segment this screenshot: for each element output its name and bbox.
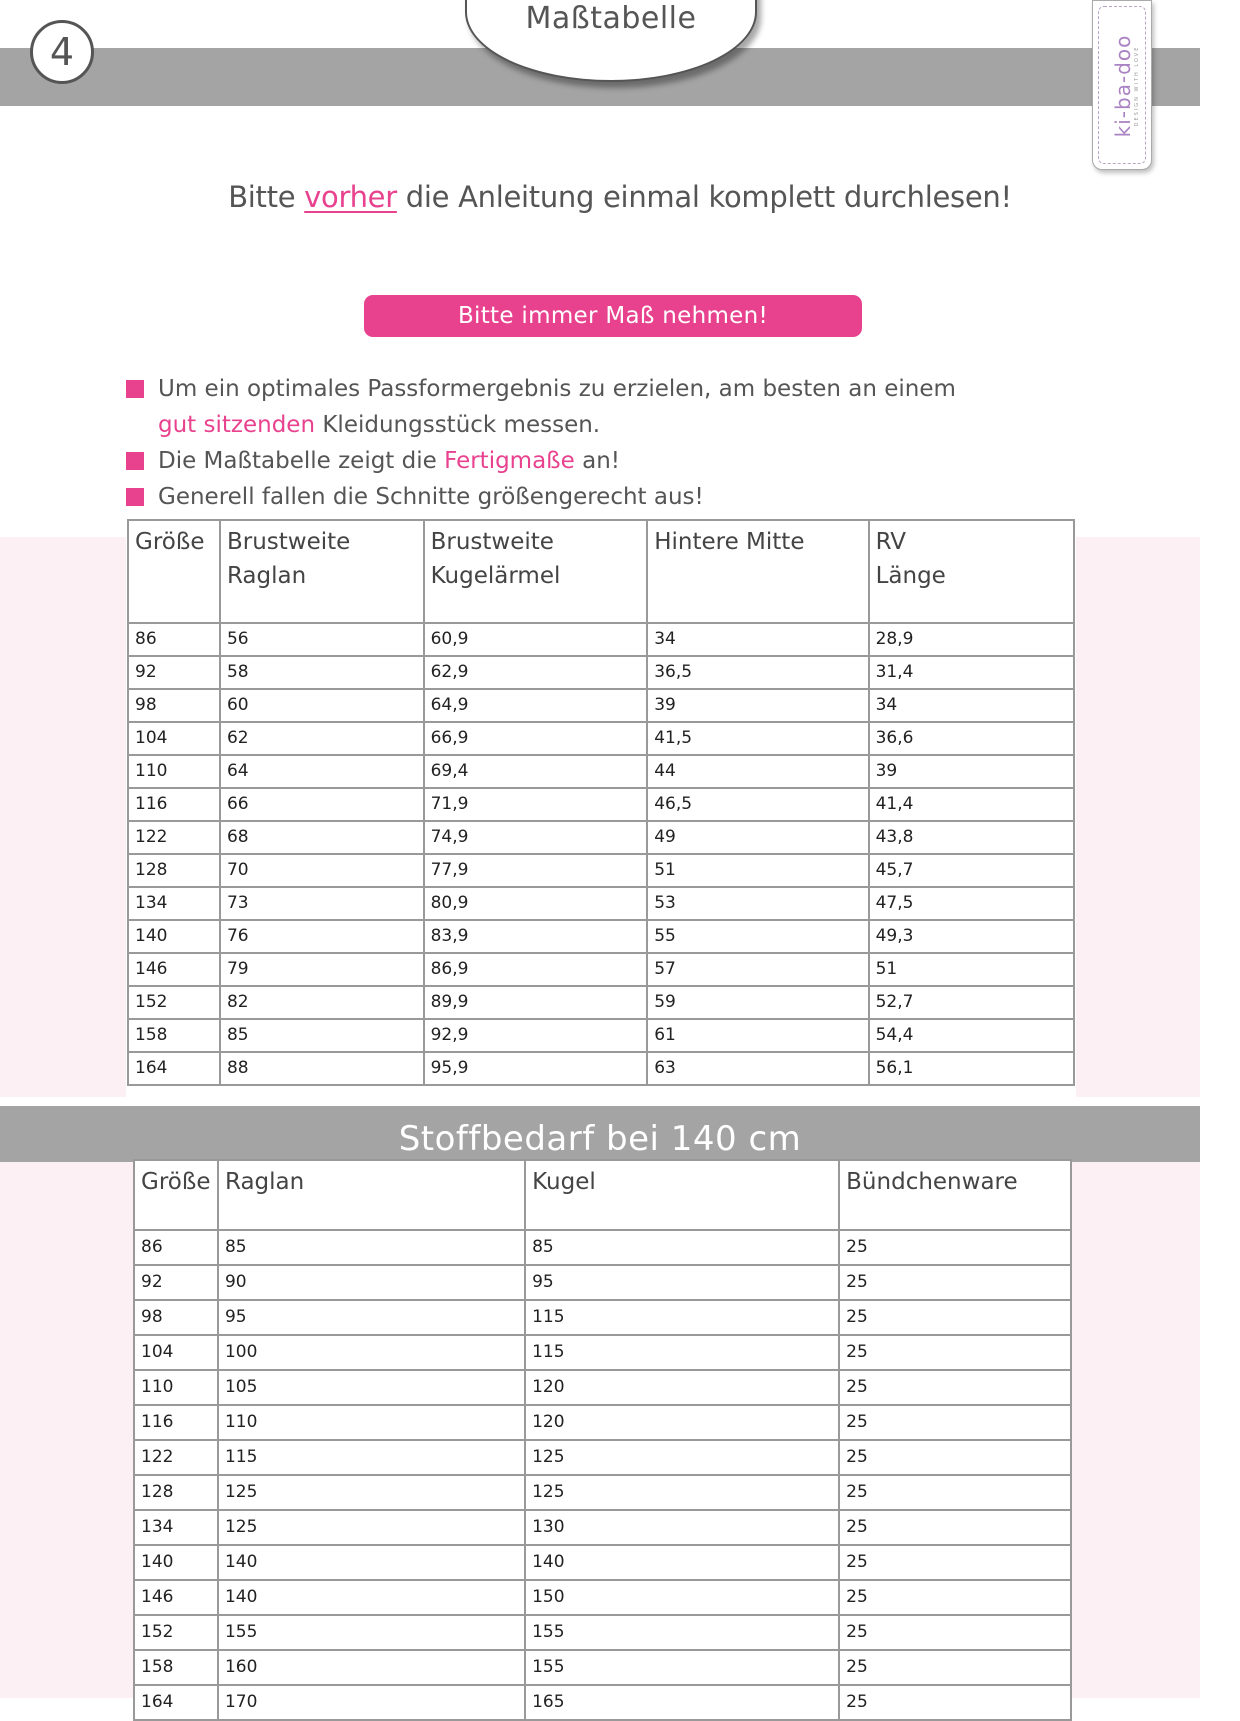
table-cell: 140 xyxy=(128,920,220,953)
table-cell: 71,9 xyxy=(424,788,648,821)
table-cell: 104 xyxy=(128,722,220,755)
bullet-text: Kleidungsstück messen. xyxy=(315,412,601,438)
table-cell: 85 xyxy=(220,1019,424,1052)
table-cell: 158 xyxy=(134,1650,218,1685)
table-cell: 34 xyxy=(647,623,868,656)
table-cell: 82 xyxy=(220,986,424,1019)
table-cell: 41,4 xyxy=(869,788,1074,821)
header-cell: RV Länge xyxy=(869,520,1074,623)
table-cell: 155 xyxy=(218,1615,525,1650)
table-cell: 115 xyxy=(525,1300,839,1335)
table-cell: 59 xyxy=(647,986,868,1019)
table-cell: 49,3 xyxy=(869,920,1074,953)
table-cell: 152 xyxy=(134,1615,218,1650)
table-cell: 122 xyxy=(128,821,220,854)
bullet-square-icon xyxy=(126,380,144,398)
table-cell: 95 xyxy=(525,1265,839,1300)
table-cell: 105 xyxy=(218,1370,525,1405)
notice-banner: Bitte immer Maß nehmen! xyxy=(364,295,862,337)
table-cell: 86 xyxy=(128,623,220,656)
table-cell: 146 xyxy=(128,953,220,986)
table-cell: 104 xyxy=(134,1335,218,1370)
intro-before: Bitte xyxy=(228,180,305,214)
section-title: Stoffbedarf bei 140 cm xyxy=(0,1106,1200,1162)
table-row xyxy=(128,986,1074,1019)
table-cell: 25 xyxy=(839,1545,1071,1580)
table-cell: 45,7 xyxy=(869,854,1074,887)
table-row xyxy=(128,854,1074,887)
table-cell: 25 xyxy=(839,1440,1071,1475)
table-cell: 85 xyxy=(218,1230,525,1265)
fabric-table xyxy=(133,1159,1072,1721)
table-row xyxy=(134,1440,1071,1475)
table-cell: 43,8 xyxy=(869,821,1074,854)
table-cell: 73 xyxy=(220,887,424,920)
table-cell: 64,9 xyxy=(424,689,648,722)
bullet-item xyxy=(126,443,1126,479)
table-cell: 36,6 xyxy=(869,722,1074,755)
header-cell: Größe xyxy=(134,1160,218,1230)
bullet-text: an! xyxy=(574,448,621,474)
table-row xyxy=(134,1685,1071,1720)
page-number: 4 xyxy=(30,20,94,84)
table-cell: 60 xyxy=(220,689,424,722)
table-cell: 25 xyxy=(839,1335,1071,1370)
table-cell: 56,1 xyxy=(869,1052,1074,1085)
table-cell: 122 xyxy=(134,1440,218,1475)
table-cell: 36,5 xyxy=(647,656,868,689)
table-cell: 80,9 xyxy=(424,887,648,920)
table-row xyxy=(128,1052,1074,1085)
table-cell: 170 xyxy=(218,1685,525,1720)
table-cell: 77,9 xyxy=(424,854,648,887)
table-cell: 68 xyxy=(220,821,424,854)
table-cell: 120 xyxy=(525,1370,839,1405)
table-cell: 74,9 xyxy=(424,821,648,854)
table-cell: 34 xyxy=(869,689,1074,722)
table-cell: 25 xyxy=(839,1405,1071,1440)
header-cell: Kugel xyxy=(525,1160,839,1230)
table-cell: 92 xyxy=(128,656,220,689)
bullet-highlight: Fertigmaße xyxy=(444,448,575,474)
table-row xyxy=(128,821,1074,854)
table-cell: 140 xyxy=(218,1545,525,1580)
table-cell: 70 xyxy=(220,854,424,887)
table-row xyxy=(128,887,1074,920)
table-cell: 140 xyxy=(134,1545,218,1580)
table-row xyxy=(134,1300,1071,1335)
table-header-row xyxy=(128,520,1074,623)
table-cell: 98 xyxy=(128,689,220,722)
table-cell: 110 xyxy=(218,1405,525,1440)
table-row xyxy=(134,1335,1071,1370)
table-cell: 69,4 xyxy=(424,755,648,788)
table-row xyxy=(134,1475,1071,1510)
table-row xyxy=(128,1019,1074,1052)
bullet-item-continued xyxy=(126,407,1126,443)
table-cell: 25 xyxy=(839,1685,1071,1720)
table-row xyxy=(128,788,1074,821)
table-row xyxy=(128,623,1074,656)
table-cell: 25 xyxy=(839,1650,1071,1685)
bullet-text: Generell fallen die Schnitte größengerecht aus! xyxy=(158,484,704,510)
table-cell: 98 xyxy=(134,1300,218,1335)
table-cell: 54,4 xyxy=(869,1019,1074,1052)
bullet-square-icon xyxy=(126,488,144,506)
table-cell: 25 xyxy=(839,1475,1071,1510)
table-header-row xyxy=(134,1160,1071,1230)
table-row xyxy=(134,1650,1071,1685)
table-cell: 55 xyxy=(647,920,868,953)
header-cell: Brustweite Kugelärmel xyxy=(424,520,648,623)
logo-tag xyxy=(1092,0,1152,170)
table-cell: 150 xyxy=(525,1580,839,1615)
table-cell: 25 xyxy=(839,1300,1071,1335)
table-cell: 116 xyxy=(128,788,220,821)
table-row xyxy=(128,755,1074,788)
table-cell: 115 xyxy=(525,1335,839,1370)
intro-text xyxy=(0,180,1240,214)
table-cell: 44 xyxy=(647,755,868,788)
table-cell: 56 xyxy=(220,623,424,656)
bullet-list xyxy=(126,371,1126,515)
table-cell: 86 xyxy=(134,1230,218,1265)
table-cell: 88 xyxy=(220,1052,424,1085)
table-cell: 39 xyxy=(647,689,868,722)
table-row xyxy=(128,722,1074,755)
table-row xyxy=(128,953,1074,986)
header-cell: Hintere Mitte xyxy=(647,520,868,623)
table-row xyxy=(134,1230,1071,1265)
table-cell: 110 xyxy=(134,1370,218,1405)
table-cell: 90 xyxy=(218,1265,525,1300)
table-cell: 25 xyxy=(839,1510,1071,1545)
table-row xyxy=(134,1545,1071,1580)
intro-after: die Anleitung einmal komplett durchlesen! xyxy=(396,180,1012,214)
table-cell: 165 xyxy=(525,1685,839,1720)
table-cell: 155 xyxy=(525,1650,839,1685)
table-cell: 79 xyxy=(220,953,424,986)
table-cell: 146 xyxy=(134,1580,218,1615)
table-cell: 140 xyxy=(525,1545,839,1580)
table-cell: 110 xyxy=(128,755,220,788)
table-cell: 39 xyxy=(869,755,1074,788)
table-cell: 25 xyxy=(839,1370,1071,1405)
table-cell: 25 xyxy=(839,1580,1071,1615)
table-row xyxy=(134,1510,1071,1545)
table-cell: 128 xyxy=(128,854,220,887)
table-cell: 89,9 xyxy=(424,986,648,1019)
table-cell: 58 xyxy=(220,656,424,689)
table-cell: 66,9 xyxy=(424,722,648,755)
table-cell: 53 xyxy=(647,887,868,920)
table-cell: 125 xyxy=(525,1475,839,1510)
header-cell: Bündchenware xyxy=(839,1160,1071,1230)
table-cell: 116 xyxy=(134,1405,218,1440)
table-cell: 85 xyxy=(525,1230,839,1265)
page-title: Maßtabelle xyxy=(525,1,697,36)
intro-highlight: vorher xyxy=(304,180,397,214)
table-cell: 51 xyxy=(647,854,868,887)
table-cell: 25 xyxy=(839,1615,1071,1650)
table-cell: 134 xyxy=(128,887,220,920)
table-cell: 155 xyxy=(525,1615,839,1650)
table-cell: 76 xyxy=(220,920,424,953)
table-cell: 41,5 xyxy=(647,722,868,755)
bullet-item xyxy=(126,479,1126,515)
table-cell: 140 xyxy=(218,1580,525,1615)
table-cell: 60,9 xyxy=(424,623,648,656)
table-cell: 61 xyxy=(647,1019,868,1052)
table-cell: 158 xyxy=(128,1019,220,1052)
table-cell: 62,9 xyxy=(424,656,648,689)
table-row xyxy=(128,656,1074,689)
table-cell: 28,9 xyxy=(869,623,1074,656)
table-cell: 115 xyxy=(218,1440,525,1475)
table-row xyxy=(134,1405,1071,1440)
table-cell: 128 xyxy=(134,1475,218,1510)
table-cell: 64 xyxy=(220,755,424,788)
table-cell: 92,9 xyxy=(424,1019,648,1052)
table-cell: 63 xyxy=(647,1052,868,1085)
table-cell: 95 xyxy=(218,1300,525,1335)
table-cell: 134 xyxy=(134,1510,218,1545)
table-cell: 100 xyxy=(218,1335,525,1370)
table-cell: 120 xyxy=(525,1405,839,1440)
bullet-text: Die Maßtabelle zeigt die xyxy=(158,448,445,474)
bullet-highlight: gut sitzenden xyxy=(158,412,316,438)
table-row xyxy=(128,920,1074,953)
size-table xyxy=(127,519,1075,1086)
table-cell: 125 xyxy=(218,1475,525,1510)
bullet-square-icon xyxy=(126,452,144,470)
table-row xyxy=(134,1580,1071,1615)
table-cell: 160 xyxy=(218,1650,525,1685)
logo: ki-ba-doo xyxy=(1111,34,1135,138)
logo-tagline: DESIGN WITH LOVE xyxy=(1134,45,1140,127)
table-cell: 95,9 xyxy=(424,1052,648,1085)
table-row xyxy=(134,1370,1071,1405)
table-cell: 31,4 xyxy=(869,656,1074,689)
table-row xyxy=(134,1265,1071,1300)
table-cell: 51 xyxy=(869,953,1074,986)
table-cell: 57 xyxy=(647,953,868,986)
table-cell: 52,7 xyxy=(869,986,1074,1019)
table-cell: 46,5 xyxy=(647,788,868,821)
table-cell: 164 xyxy=(134,1685,218,1720)
table-cell: 130 xyxy=(525,1510,839,1545)
table-row xyxy=(128,689,1074,722)
table-cell: 47,5 xyxy=(869,887,1074,920)
table-cell: 83,9 xyxy=(424,920,648,953)
table-cell: 125 xyxy=(218,1510,525,1545)
table-cell: 125 xyxy=(525,1440,839,1475)
table-cell: 25 xyxy=(839,1265,1071,1300)
header-cell: Raglan xyxy=(218,1160,525,1230)
table-cell: 86,9 xyxy=(424,953,648,986)
bullet-item xyxy=(126,371,1126,407)
table-cell: 92 xyxy=(134,1265,218,1300)
table-cell: 164 xyxy=(128,1052,220,1085)
table-cell: 62 xyxy=(220,722,424,755)
header-cell: Größe xyxy=(128,520,220,623)
table-cell: 66 xyxy=(220,788,424,821)
table-cell: 152 xyxy=(128,986,220,1019)
table-cell: 25 xyxy=(839,1230,1071,1265)
bullet-text: Um ein optimales Passformergebnis zu erzielen, am besten an einem xyxy=(158,376,956,402)
table-row xyxy=(134,1615,1071,1650)
header-cell: Brustweite Raglan xyxy=(220,520,424,623)
table-cell: 49 xyxy=(647,821,868,854)
